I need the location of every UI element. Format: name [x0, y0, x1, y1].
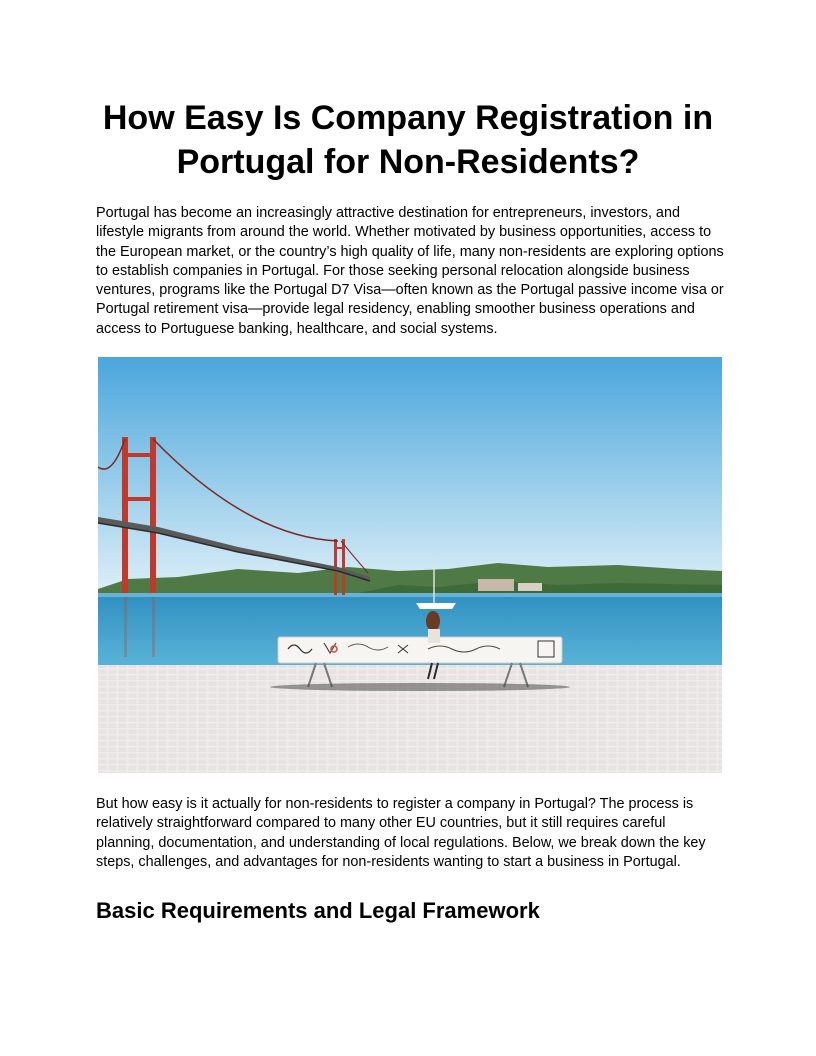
photo-illustration — [98, 357, 722, 773]
page-title: How Easy Is Company Registration in Portugal for Non-Residents? — [102, 99, 714, 181]
body-paragraph: But how easy is it actually for non-residents to register a company in Portugal? The process is relatively straightforward compared to many other EU countries, but it still requires careful planning, documentation, and understanding of local regulations. Below, we break down the key steps, challenges, and advantages for non-residents wanting to start a business in Portugal. — [96, 796, 706, 870]
bridge-tower — [122, 437, 128, 593]
sailboat — [416, 603, 456, 609]
lisbon-bridge-photo — [98, 357, 722, 773]
intro-paragraph: Portugal has become an increasingly attractive destination for entrepreneurs, investors, and lifestyle migrants from around the world. Whether motivated by business opportunities, access to the European market, or the country’s high quality of life, many non-residents are exploring options to establish companies in Portugal. For those seeking personal relocation alongside business ventures, programs like the Portugal D7 Visa—often known as the Portugal passive income visa or Portugal retirement visa—provide legal residency, enabling smoother business operations and access to Portuguese banking, healthcare, and social systems. — [96, 205, 724, 337]
cobblestone-pavement — [98, 665, 722, 773]
section-heading: Basic Requirements and Legal Framework — [96, 898, 540, 923]
sky — [98, 357, 722, 597]
